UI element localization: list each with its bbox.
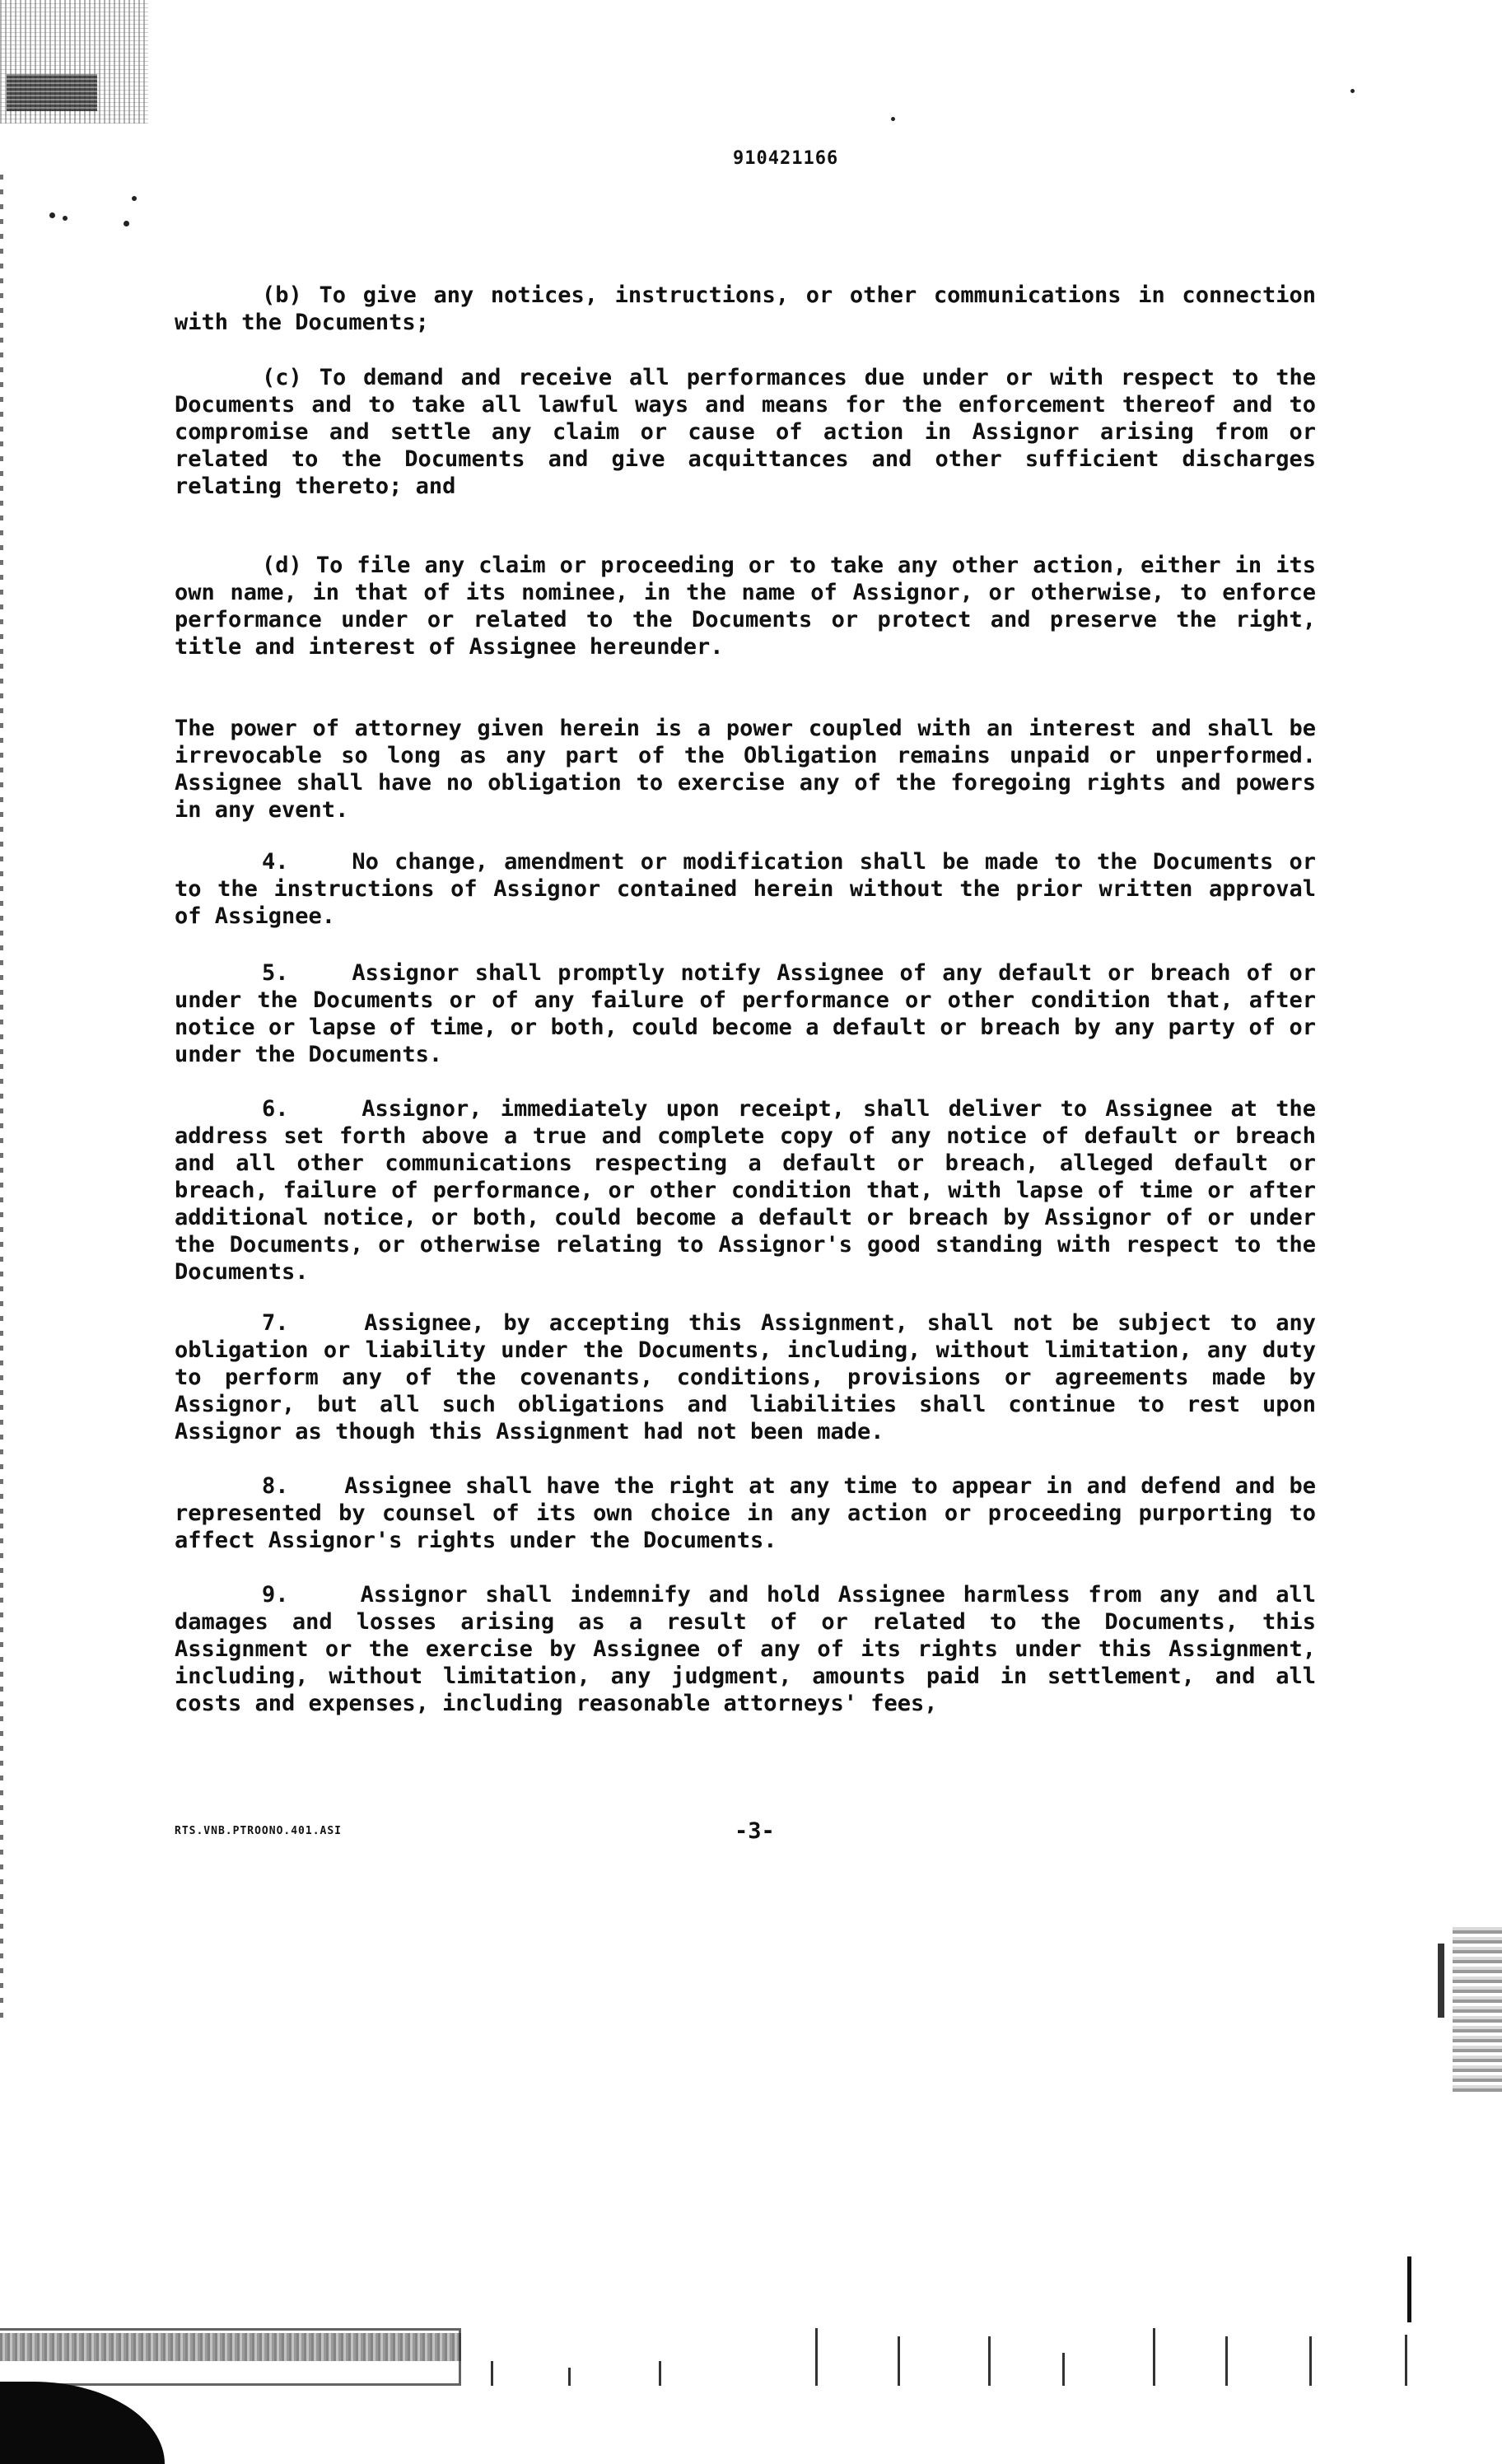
- section-7-body: Assignee, by accepting this Assignment, shall not be subject to any obligation or liability under the Documents, including, without limitation, any duty to perform any of the covenants, conditions, provisions or agreements made by Assignor, but all such obligations and liabilities shall continue to rest upon Assignor as though this Assignment had not been made.: [175, 1310, 1316, 1444]
- section-8: [175, 1472, 1316, 1554]
- scan-left-margin-line: [0, 165, 3, 2018]
- subparagraph-b: [175, 282, 1316, 336]
- scan-bottom-tick: [815, 2328, 818, 2386]
- section-7: [175, 1309, 1316, 1445]
- scan-bottom-band: [0, 2316, 1502, 2464]
- document-number: 910421166: [733, 148, 839, 169]
- section-6-body: Assignor, immediately upon receipt, shall deliver to Assignee at the address set forth above a true and complete copy of any notice of default or breach and all other communications respecting a default or breach, alleged default or breach, failure of performance, or other condition that, with lapse of time or after additional notice, or both, could become a default or breach by Assignor of or under the Documents, or otherwise relating to Assignor's good standing with respect to the Documents.: [175, 1096, 1316, 1285]
- scan-bottom-frame: [0, 2328, 461, 2386]
- scan-dot: [124, 221, 129, 226]
- scan-bottom-tick: [988, 2336, 991, 2386]
- scan-right-margin-stain: [1453, 1927, 1502, 2092]
- section-5-number: 5.: [262, 960, 289, 986]
- scan-bottom-tick: [1405, 2335, 1407, 2386]
- section-9-number: 9.: [262, 1582, 289, 1608]
- power-of-attorney-paragraph: [175, 715, 1316, 824]
- section-6-number: 6.: [262, 1096, 289, 1122]
- power-of-attorney-text: The power of attorney given herein is a power coupled with an interest and shall be irrevocable so long as any part of the Obligation remains unpaid or unperformed. Assignee shall have no obligation to exercise any of the foregoing rights and powers in any event.: [175, 716, 1316, 823]
- section-9-body: Assignor shall indemnify and hold Assignee harmless from any and all damages and losses arising as a result of or related to the Documents, this Assignment or the exercise by Assignee of any of its rights under this Assignment, including, without limitation, any judgment, amounts paid in settlement, and all costs and expenses, including reasonable attorneys' fees,: [175, 1582, 1316, 1716]
- section-9: [175, 1581, 1316, 1717]
- section-5-text: [175, 959, 1316, 1068]
- section-4: [175, 848, 1316, 930]
- subparagraph-c-text: (c) To demand and receive all performances due under or with respect to the Documents and to take all lawful ways and means for the enforcement thereof and to compromise and settle any claim or cause of action in Assignor arising from or related to the Documents and give acquittances and other sufficient discharges relating thereto; and: [175, 365, 1316, 499]
- scan-bottom-tick: [898, 2336, 900, 2386]
- scan-bottom-tick: [1153, 2328, 1155, 2386]
- scan-bottom-tick: [1225, 2336, 1228, 2386]
- scan-right-margin-tick: [1407, 2256, 1411, 2322]
- section-5-body: Assignor shall promptly notify Assignee of any default or breach of or under the Documents or of any failure of performance or other condition that, after notice or lapse of time, or both, could become a default or breach by any party of or under the Documents.: [175, 960, 1316, 1067]
- scan-bottom-tick: [1062, 2353, 1065, 2386]
- section-6: [175, 1095, 1316, 1286]
- subparagraph-c: [175, 364, 1316, 500]
- section-4-number: 4.: [262, 849, 289, 875]
- section-4-body: No change, amendment or modification shall be made to the Documents or to the instructions of Assignor contained herein without the prior written approval of Assignee.: [175, 849, 1316, 929]
- scan-dot: [63, 216, 68, 221]
- subparagraph-d: [175, 552, 1316, 660]
- scan-bottom-dark-corner: [0, 2382, 165, 2464]
- scan-bottom-tick: [1309, 2336, 1312, 2386]
- section-8-text: [175, 1472, 1316, 1554]
- section-4-text: [175, 848, 1316, 930]
- scan-dot: [891, 117, 895, 121]
- section-6-text: [175, 1095, 1316, 1286]
- scan-bottom-tick: [491, 2361, 493, 2386]
- subparagraph-b-text: (b) To give any notices, instructions, or other communications in connection with the Documents;: [175, 282, 1316, 335]
- footer-file-code: RTS.VNB.PTROONO.401.ASI: [175, 1825, 343, 1837]
- scan-bottom-tick: [659, 2361, 661, 2386]
- subparagraph-d-text: (d) To file any claim or proceeding or to take any other action, either in its own name, in that of its nominee, in the name of Assignor, or otherwise, to enforce performance under or related to the Documents or protect and preserve the right, title and interest of Assignee hereunder.: [175, 553, 1316, 660]
- scan-right-margin-speck: [1438, 1944, 1444, 2018]
- scan-dot: [49, 212, 55, 218]
- section-9-text: [175, 1581, 1316, 1717]
- section-7-number: 7.: [262, 1310, 289, 1336]
- section-5: [175, 959, 1316, 1068]
- section-8-body: Assignee shall have the right at any time to appear in and defend and be represented by counsel of its own choice in any action or proceeding purporting to affect Assignor's rights under the Documents.: [175, 1473, 1316, 1553]
- scan-dot: [132, 196, 137, 201]
- scan-noise-dark-patch: [7, 74, 97, 111]
- scan-bottom-tick: [568, 2368, 571, 2386]
- section-8-number: 8.: [262, 1473, 289, 1499]
- footer-page-number: -3-: [735, 1818, 775, 1844]
- scan-dot: [1350, 89, 1355, 93]
- section-7-text: [175, 1309, 1316, 1445]
